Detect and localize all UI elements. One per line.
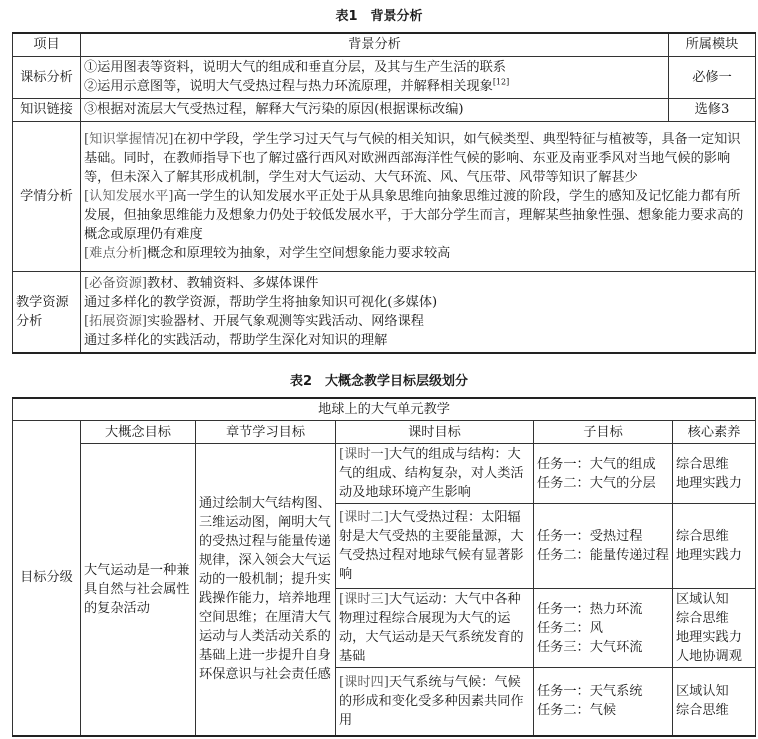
task: 任务一：天气系统 <box>537 684 643 700</box>
unit-title: 地球上的大气单元教学 <box>13 398 756 421</box>
row-label: 教学资源分析 <box>13 271 81 353</box>
table1-caption: 表1 背景分析 <box>335 9 423 24</box>
row-content <box>81 271 756 353</box>
row-label: 学情分析 <box>13 121 81 271</box>
literacy: 地理实践力 <box>676 548 742 563</box>
lesson-goal-cell <box>336 668 534 736</box>
content-tag: [知识掌握情况] <box>84 131 174 147</box>
content-text: 通过多样化的教学资源，帮助学生将抽象知识可视化(多媒体) <box>84 294 438 310</box>
task: 任务二：能量传递过程 <box>537 548 669 563</box>
lesson-tag: [课时一] <box>339 447 389 462</box>
literacy: 地理实践力 <box>676 630 742 645</box>
task: 任务一：热力环流 <box>537 601 643 617</box>
lesson-goal-cell <box>336 504 534 589</box>
header-literacy: 核心素养 <box>673 421 756 444</box>
header-chapter-goal: 章节学习目标 <box>196 421 336 444</box>
lesson-goal-cell <box>336 589 534 668</box>
content-text: 通过多样化的实践活动，帮助学生深化对知识的理解 <box>84 332 388 348</box>
literacy: 区域认知 <box>676 592 729 607</box>
row-content: ③根据对流层大气受热过程，解释大气污染的原因(根据课标改编) <box>81 98 669 121</box>
row-content <box>81 121 756 271</box>
row-label: 知识链接 <box>13 98 81 121</box>
literacy: 人地协调观 <box>676 649 742 664</box>
content-tag: [难点分析] <box>84 245 148 261</box>
lesson-text: 大气受热过程：太阳辐射是大气受热的主要能量源，大气受热过程对地球气候有显著影响 <box>339 510 524 582</box>
table-header-row <box>13 33 756 56</box>
header-lesson-goal: 课时目标 <box>336 421 534 444</box>
reference-mark: [12] <box>492 77 510 87</box>
goal-hierarchy-table <box>12 397 756 737</box>
task: 任务三：大气环流 <box>537 639 643 655</box>
content-text: 在初中学段，学生学习过天气与气候的相关知识，如气候类型、典型特征与植被等，具备一定知识基础。同时，在教师指导下也了解过盛行西风对欧洲西部海洋性气候的影响、东亚及南亚季风对当地气候的影响等，但未深入了解其形成机制，学生对大气运动、大气环流、风、气压带、风带等知识了解甚少 <box>84 131 741 185</box>
literacy-cell <box>673 444 756 504</box>
lesson-text: 大气的组成与结构：大气的组成、结构复杂，对人类活动及地球环境产生影响 <box>339 447 524 500</box>
task: 任务一：大气的组成 <box>537 456 656 472</box>
background-analysis-table <box>12 32 756 354</box>
header-module: 所属模块 <box>669 33 756 56</box>
literacy-cell <box>673 504 756 589</box>
lesson-tag: [课时四] <box>339 674 389 690</box>
lesson-goal-cell <box>336 444 534 504</box>
lesson-text: 天气系统与气候：气候的形成和变化受多种因素共同作用 <box>339 674 524 728</box>
literacy-cell <box>673 668 756 736</box>
header-sub-goal: 子目标 <box>534 421 673 444</box>
content-line: ②运用示意图等，说明大气受热过程与热力环流原理，并解释相关现象 <box>84 79 493 94</box>
table-header-row <box>13 421 756 444</box>
literacy: 综合思维 <box>676 529 729 544</box>
table-row <box>13 56 756 98</box>
chapter-goal-cell: 通过绘制大气结构图、三维运动图，阐明大气的受热过程与能量传递规律，深入领会大气运动的一般机制；提升实践操作能力，培养地理空间思维；在厘清大气运动与人类活动关系的基础上进一步提升自身环保意识与社会责任感 <box>196 444 336 736</box>
header-item: 项目 <box>13 33 81 56</box>
row-content <box>81 56 669 98</box>
content-line: ①运用图表等资料，说明大气的组成和垂直分层，及其与生产生活的联系 <box>84 60 506 75</box>
lesson-tag: [课时二] <box>339 510 389 525</box>
literacy: 综合思维 <box>676 703 729 719</box>
row-module: 必修一 <box>669 56 756 98</box>
task: 任务一：受热过程 <box>537 529 643 544</box>
task: 任务二：气候 <box>537 703 617 719</box>
header-big-concept: 大概念目标 <box>81 421 196 444</box>
table-row <box>13 98 756 121</box>
content-tag: [拓展资源] <box>84 313 148 329</box>
header-analysis: 背景分析 <box>81 33 669 56</box>
sub-goal-cell <box>534 504 673 589</box>
lesson-tag: [课时三] <box>339 592 389 607</box>
content-text: 高一学生的认知发展水平正处于从具象思维向抽象思维过渡的阶段，学生的感知及记忆能力都有所发展，但抽象思维能力及想象力仍处于较低发展水平，于大部分学生而言，理解某些抽象性强、想象能力要求高的概念或原理仍有难度 <box>84 188 744 242</box>
big-concept-cell: 大气运动是一种兼具自然与社会属性的复杂活动 <box>81 444 196 736</box>
literacy: 综合思维 <box>676 456 729 472</box>
literacy-cell <box>673 589 756 668</box>
table-row <box>13 271 756 353</box>
table2-caption: 表2 大概念教学目标层级划分 <box>289 374 469 389</box>
sub-goal-cell <box>534 589 673 668</box>
sub-goal-cell <box>534 668 673 736</box>
sub-goal-cell <box>534 444 673 504</box>
table-row <box>13 444 756 504</box>
literacy: 区域认知 <box>676 684 729 700</box>
content-text: 概念和原理较为抽象，对学生空间想象能力要求较高 <box>147 245 451 261</box>
task: 任务二：大气的分层 <box>537 475 656 491</box>
task: 任务二：风 <box>537 620 603 636</box>
row-module: 选修3 <box>669 98 756 121</box>
content-tag: [必备资源] <box>84 275 148 291</box>
row-label: 课标分析 <box>13 56 81 98</box>
lesson-text: 大气运动：大气中各种物理过程综合展现为大气的运动，大气运动是天气系统发育的基础 <box>339 592 524 664</box>
row-label: 目标分级 <box>13 421 81 736</box>
literacy: 综合思维 <box>676 611 729 626</box>
content-text: 实验器材、开展气象观测等实践活动、网络课程 <box>147 313 424 329</box>
literacy: 地理实践力 <box>676 475 742 491</box>
content-text: 教材、教辅资料、多媒体课件 <box>147 275 319 291</box>
table-row <box>13 121 756 271</box>
content-tag: [认知发展水平] <box>84 188 174 204</box>
